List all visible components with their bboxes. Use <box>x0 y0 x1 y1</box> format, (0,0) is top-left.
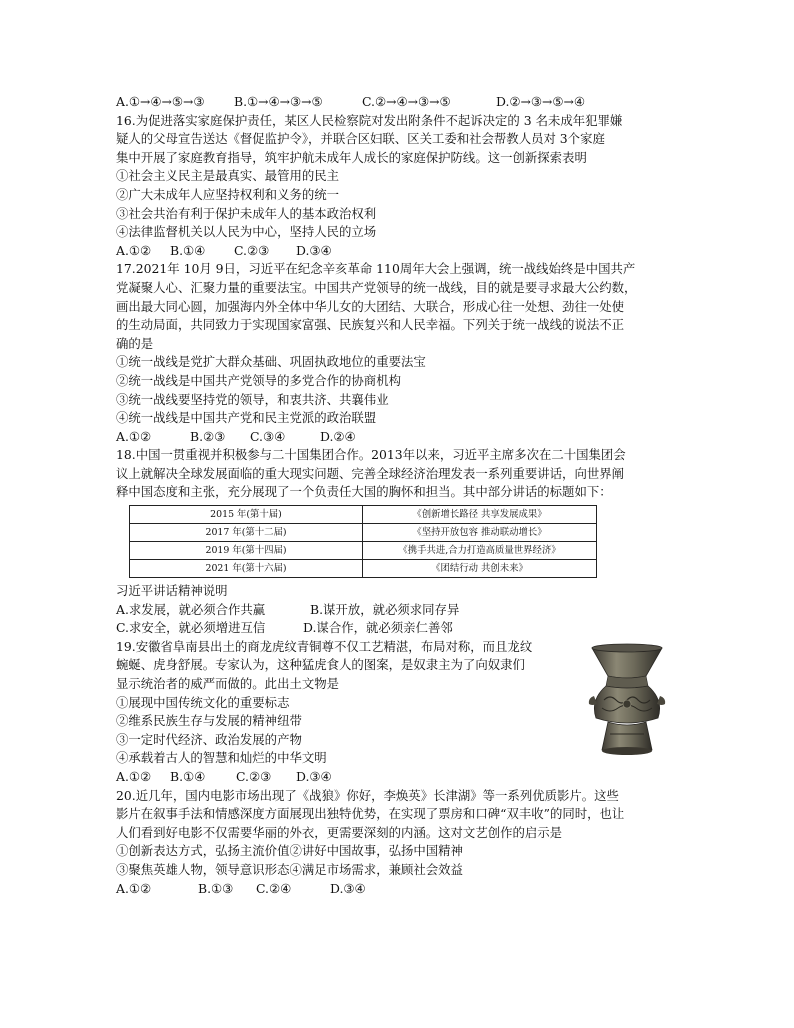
q19-option-b: B.①④ <box>170 769 206 784</box>
q19-option-a: A.①② <box>116 769 152 784</box>
table-cell-title: 《创新增长路径 共享发展成果》 <box>363 506 597 524</box>
q17-stem-line: 的生动局面，共同致力于实现国家富强、民族复兴和人民幸福。下列关于统一战线的说法不正 <box>116 317 625 333</box>
q17-statement: ④统一战线是中国共产党和民主党派的政治联盟 <box>116 410 377 426</box>
q17-stem-line: 画出最大同心圆，加强海内外全体中华儿女的大团结、大联合，形成心往一处想、劲往一处使 <box>116 298 625 314</box>
q16-statement: ②广大未成年人应坚持权利和义务的统一 <box>116 186 340 202</box>
table-cell-year: 2021 年(第十六届) <box>130 560 363 578</box>
q19-stem-line: 显示统治者的威严而做的。此出土文物是 <box>116 676 340 692</box>
table-row <box>130 560 597 578</box>
q18-option-b: B.谋开放，就必须求同存异 <box>310 601 460 617</box>
q17-options <box>116 428 678 447</box>
q18-question: 习近平讲话精神说明 <box>116 583 228 599</box>
q17-statement: ①统一战线是党扩大群众基础、巩固执政地位的重要法宝 <box>116 354 426 370</box>
q19-statement: ③一定时代经济、政治发展的产物 <box>116 731 302 747</box>
q18-stem-line: 18.中国一贯重视并积极参与二十国集团合作。2013年以来，习近平主席多次在二十国集团会 <box>116 447 626 463</box>
exam-page <box>116 93 678 898</box>
table-cell-title: 《坚持开放包容 推动联动增长》 <box>363 524 597 542</box>
q16-statement: ④法律监督机关以人民为中心，坚持人民的立场 <box>116 224 377 240</box>
table-row <box>130 542 597 560</box>
q20-stem-line: 20.近几年，国内电影市场出现了《战狼》你好，李焕英》长津湖》等一系列优质影片。这些 <box>116 787 619 803</box>
q16-statement: ①社会主义民主是最真实、最管用的民主 <box>116 168 340 184</box>
q18-option-a: A.求发展，就必须合作共赢 <box>116 601 266 617</box>
table-cell-year: 2015 年(第十届) <box>130 506 363 524</box>
q17-stem-line: 党凝聚人心、汇聚力量的重要法宝。中国共产党领导的统一战线，目的就是要寻求最大公约数， <box>116 279 637 295</box>
g20-speech-table <box>129 505 597 578</box>
q16-options <box>116 242 678 261</box>
q19-statement: ④承载着古人的智慧和灿烂的中华文明 <box>116 750 327 766</box>
q20-options <box>116 880 678 899</box>
q16-option-a: A.①② <box>116 242 152 258</box>
table-cell-title: 《团结行动 共创未来》 <box>363 560 597 578</box>
q20-option-c: C.②④ <box>256 880 292 896</box>
question-18 <box>116 446 678 638</box>
q16-stem-line: 16.为促进落实家庭保护责任，某区人民检察院对发出附条件不起诉决定的 3 名未成年犯罪嫌 <box>116 112 623 128</box>
q19-statement: ①展现中国传统文化的重要标志 <box>116 694 290 710</box>
q16-stem-line: 疑人的父母宣告送达《督促监护令》，并联合区妇联、区关工委和社会帮教人员对 3个家庭 <box>116 131 605 147</box>
question-20 <box>116 787 678 899</box>
q18-stem-line: 释中国态度和主张，充分展现了一个负责任大国的胸怀和担当。其中部分讲话的标题如下： <box>116 484 612 500</box>
q15-option-d: D.②→③→⑤→④ <box>496 94 586 109</box>
q16-option-b: B.①④ <box>170 242 206 258</box>
q20-stem-line: 人们看到好电影不仅需要华丽的外衣，更需要深刻的内涵。这对文艺创作的启示是 <box>116 824 563 840</box>
table-cell-title: 《携手共进,合力打造高质量世界经济》 <box>363 542 597 560</box>
q20-option-d: D.③④ <box>330 880 366 896</box>
question-17 <box>116 260 678 446</box>
bronze-zun-image <box>586 642 668 758</box>
q16-statement: ③社会共治有利于保护未成年人的基本政治权利 <box>116 205 377 221</box>
q17-option-b: B.②③ <box>190 428 226 444</box>
q17-option-a: A.①② <box>116 428 152 444</box>
q20-option-b: B.①③ <box>198 880 234 896</box>
q17-option-c: C.③④ <box>250 428 286 444</box>
q17-option-d: D.②④ <box>320 428 356 444</box>
q20-option-a: A.①② <box>116 880 152 896</box>
question-19 <box>116 638 678 787</box>
q15-option-c: C.②→④→③→⑤ <box>362 94 451 109</box>
q15-options <box>116 93 678 112</box>
table-cell-year: 2019 年(第十四届) <box>130 542 363 560</box>
q17-stem-line: 确的是 <box>116 335 154 351</box>
q17-statement: ②统一战线是中国共产党领导的多党合作的协商机构 <box>116 372 401 388</box>
q18-options-row <box>116 619 678 638</box>
q19-statement: ②维系民族生存与发展的精神纽带 <box>116 713 302 729</box>
q18-option-c: C.求安全，就必须增进互信 <box>116 620 266 636</box>
q15-option-b: B.①→④→③→⑤ <box>234 94 323 109</box>
question-16 <box>116 112 678 261</box>
table-cell-year: 2017 年(第十二届) <box>130 524 363 542</box>
q20-stem-line: 影片在叙事手法和情感深度方面展现出独特优势，在实现了票房和口碑“双丰收”的同时，也让 <box>116 806 625 822</box>
q16-stem-line: 集中开展了家庭教育指导，筑牢护航未成年人成长的家庭保护防线。这一创新探索表明 <box>116 149 587 165</box>
q16-option-c: C.②③ <box>234 242 270 258</box>
q16-option-d: D.③④ <box>296 242 332 258</box>
q17-statement: ③统一战线要坚持党的领导，和衷共济、共襄伟业 <box>116 391 389 407</box>
q18-options-row <box>116 601 678 620</box>
q19-option-d: D.③④ <box>296 769 332 784</box>
q19-stem-line: 蜿蜒、虎身舒展。专家认为，这种猛虎食人的图案，是奴隶主为了向奴隶们 <box>116 657 525 673</box>
q20-statement: ①创新表达方式，弘扬主流价值②讲好中国故事，弘扬中国精神 <box>116 843 463 859</box>
q20-statement: ③聚焦英雄人物，领导意识形态④满足市场需求，兼顾社会效益 <box>116 861 463 877</box>
table-row <box>130 506 597 524</box>
q19-stem-line: 19.安徽省阜南县出土的商龙虎纹青铜尊不仅工艺精湛，布局对称，而且龙纹 <box>116 638 533 654</box>
q19-option-c: C.②③ <box>236 769 272 784</box>
table-row <box>130 524 597 542</box>
q18-option-d: D.谋合作，就必须亲仁善邻 <box>303 620 453 636</box>
q19-options <box>116 768 678 787</box>
q17-stem-line: 17.2021年 10月 9日，习近平在纪念辛亥革命 110周年大会上强调，统一战线始终是中国共产 <box>116 261 636 277</box>
q15-option-a: A.①→④→⑤→③ <box>116 94 205 109</box>
q18-stem-line: 议上就解决全球发展面临的重大现实问题、完善全球经济治理发表一系列重要讲话，向世界阐 <box>116 465 625 481</box>
